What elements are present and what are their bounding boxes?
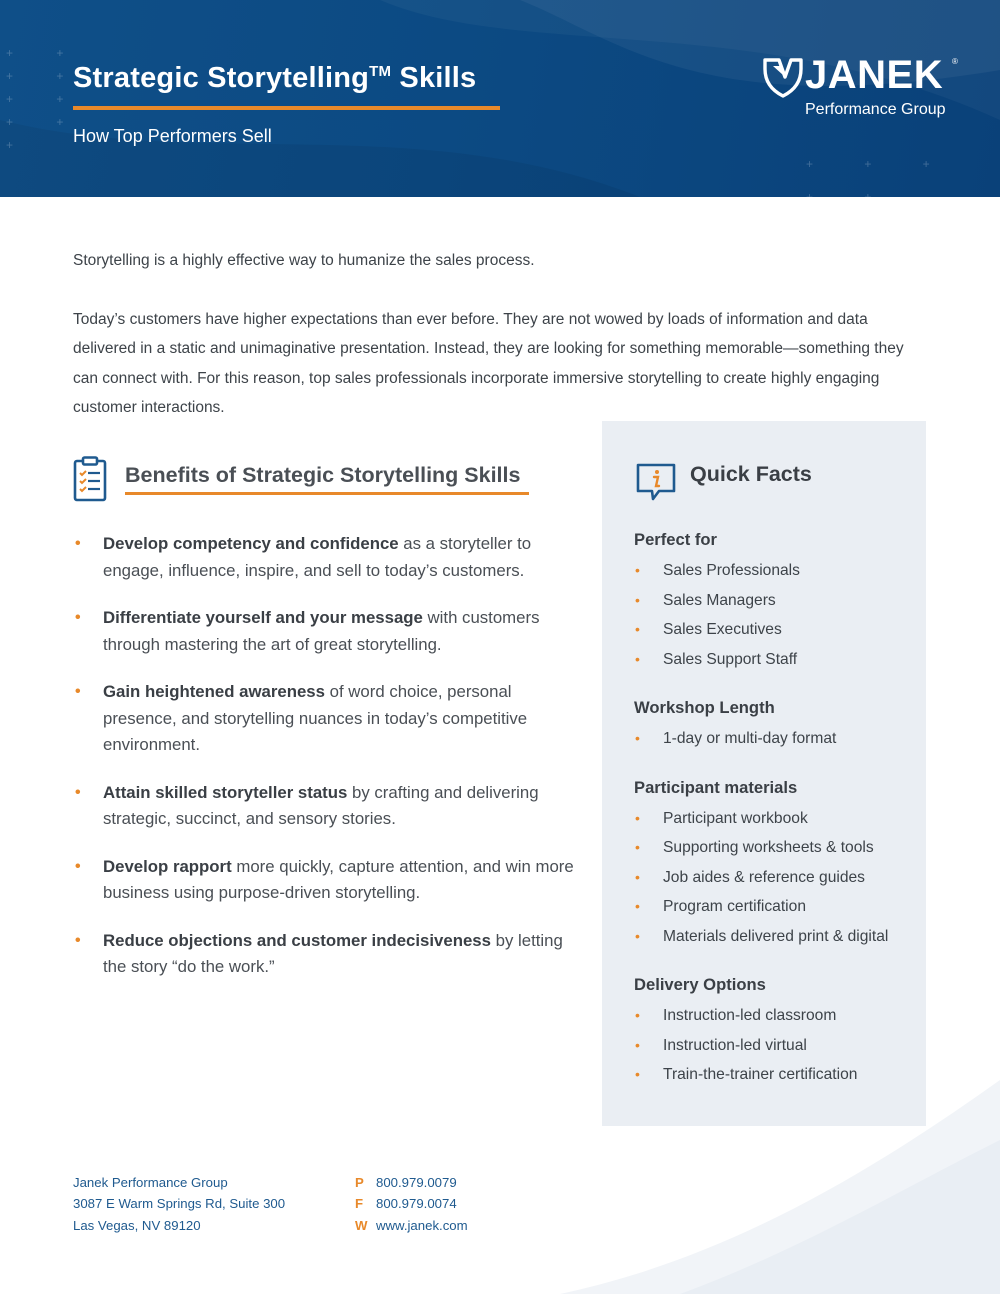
footer-address-line: 3087 E Warm Springs Rd, Suite 300 <box>73 1196 286 1212</box>
bullet-icon: • <box>635 1066 640 1082</box>
benefit-bold-text: Develop rapport <box>103 856 232 876</box>
footer-contact-value: 800.979.0074 <box>376 1196 457 1212</box>
bullet-icon: • <box>635 562 640 578</box>
logo-wordmark: JANEK <box>805 53 944 97</box>
title-underline <box>73 106 500 110</box>
benefits-underline <box>125 492 529 495</box>
benefit-text: of word choice, personal presence, and storytelling nuances in today’s competitive environment. <box>103 682 528 754</box>
facts-item <box>634 556 924 586</box>
bullet-icon: • <box>635 927 640 944</box>
facts-item <box>634 892 924 922</box>
facts-group-heading: Participant materials <box>634 777 798 797</box>
quick-facts-sections <box>634 528 924 1112</box>
benefits-list <box>73 531 578 981</box>
plus-pattern-left: + + + + + + + + + <box>6 46 84 152</box>
facts-item-label: 1-day or multi-day format <box>663 730 837 747</box>
bullet-icon: • <box>635 591 640 608</box>
footer-contact <box>355 1172 468 1236</box>
footer-address-line: Janek Performance Group <box>73 1175 228 1190</box>
benefit-text: by letting the story “do the work.” <box>103 930 563 976</box>
benefit-bold-text: Reduce objections and customer indecisiveness <box>103 930 491 950</box>
benefit-bold-text: Differentiate yourself and your message <box>103 608 423 627</box>
bullet-icon: • <box>75 783 81 801</box>
benefit-bold-text: Gain heightened awareness <box>103 682 325 701</box>
facts-item-list <box>634 556 924 674</box>
facts-item-list <box>634 804 924 952</box>
facts-item <box>634 615 924 645</box>
facts-item-list <box>634 724 924 754</box>
footer-contact-value: 800.979.0079 <box>376 1175 457 1190</box>
bullet-icon: • <box>75 857 81 875</box>
intro-paragraph: Storytelling is a highly effective way to humanize the sales process. <box>73 252 535 269</box>
facts-group-heading: Delivery Options <box>634 975 766 994</box>
facts-item-label: Sales Managers <box>663 591 776 609</box>
benefit-item <box>73 679 578 759</box>
footer-contact-row <box>355 1215 468 1236</box>
facts-item-label: Sales Executives <box>663 621 782 638</box>
benefit-text: by crafting and delivering strategic, succinct, and sensory stories. <box>103 782 539 828</box>
plus-pattern-right: + + + + + + + + + + <box>806 157 954 270</box>
bullet-icon: • <box>75 931 81 949</box>
footer-contact-row <box>355 1172 468 1193</box>
facts-item-label: Program certification <box>663 898 806 915</box>
facts-item <box>634 586 924 616</box>
facts-item-label: Instruction-led virtual <box>663 1036 807 1054</box>
footer-swoosh-decoration <box>560 1060 1000 1294</box>
facts-group-heading: Workshop Length <box>634 698 775 717</box>
janek-shield-icon <box>763 57 803 97</box>
facts-item-label: Train-the-trainer certification <box>663 1066 858 1083</box>
footer-contact-label: W <box>355 1217 368 1233</box>
facts-group <box>634 776 924 952</box>
bullet-icon: • <box>635 650 640 667</box>
footer-contact-row <box>355 1193 468 1214</box>
bullet-icon: • <box>75 683 81 700</box>
logo-tagline: Performance Group <box>805 101 946 118</box>
benefit-text: more quickly, capture attention, and win more business using purpose-driven storytelling. <box>103 856 574 902</box>
bullet-icon: • <box>635 898 640 914</box>
bullet-icon: • <box>635 839 640 855</box>
footer-website-link[interactable]: www.janek.com <box>376 1217 468 1233</box>
footer-address-line: Las Vegas, NV 89120 <box>73 1217 201 1233</box>
footer-address <box>73 1172 285 1236</box>
quick-facts-heading: Quick Facts <box>690 462 812 486</box>
benefit-text: with customers through mastering the art of great storytelling. <box>103 608 540 654</box>
benefit-text: as a storyteller to engage, influence, inspire, and sell to today’s customers. <box>103 534 532 580</box>
footer-contact-label: P <box>355 1175 364 1190</box>
facts-group <box>634 528 924 674</box>
page-subtitle: How Top Performers Sell <box>73 126 272 146</box>
facts-group <box>634 696 924 754</box>
benefit-item <box>73 928 578 981</box>
registered-mark: ® <box>952 57 958 66</box>
facts-item-label: Sales Professionals <box>663 562 800 579</box>
facts-item <box>634 804 924 834</box>
benefits-heading: Benefits of Strategic Storytelling Skills <box>125 463 521 487</box>
bullet-icon: • <box>635 730 640 746</box>
facts-item <box>634 1001 924 1031</box>
facts-group-heading: Perfect for <box>634 530 717 549</box>
bullet-icon: • <box>635 1007 640 1023</box>
info-speech-bubble-icon <box>635 461 677 503</box>
intro-paragraph: Today’s customers have higher expectations than ever before. They are not wowed by loads of information and data delivered in a static and unimaginative presentation. Instead, they are looking for something memorable—something they can connect with. For this reason, top sales professionals incorporate immersive storytelling to create highly engaging customer interactions. <box>73 310 904 416</box>
facts-item-label: Materials delivered print & digital <box>663 927 889 945</box>
bullet-icon: • <box>635 1036 640 1053</box>
benefit-bold-text: Attain skilled storyteller status <box>103 782 348 802</box>
facts-item-label: Job aides & reference guides <box>663 868 865 886</box>
benefit-item <box>73 854 578 907</box>
trademark-mark: TM <box>369 63 392 80</box>
facts-item-label: Instruction-led classroom <box>663 1007 837 1024</box>
page-title: Strategic Storytelling™ Skills <box>73 62 477 94</box>
benefit-item <box>73 605 578 658</box>
bullet-icon: • <box>635 809 640 826</box>
facts-item <box>634 645 924 675</box>
facts-item-label: Supporting worksheets & tools <box>663 839 874 856</box>
benefit-item <box>73 780 578 833</box>
intro-section <box>73 246 923 423</box>
facts-item <box>634 833 924 863</box>
bullet-icon: • <box>75 535 81 552</box>
footer-contact-label: F <box>355 1196 364 1212</box>
benefit-bold-text: Develop competency and confidence <box>103 534 399 553</box>
bullet-icon: • <box>635 868 640 885</box>
facts-item <box>634 922 924 952</box>
facts-item <box>634 1031 924 1061</box>
benefit-item <box>73 531 578 584</box>
facts-item-label: Sales Support Staff <box>663 650 798 668</box>
clipboard-checklist-icon <box>73 456 107 502</box>
janek-logo <box>763 55 963 125</box>
facts-item-label: Participant workbook <box>663 809 808 827</box>
facts-item <box>634 724 924 754</box>
bullet-icon: • <box>635 621 640 637</box>
facts-item <box>634 863 924 893</box>
bullet-icon: • <box>75 609 81 626</box>
